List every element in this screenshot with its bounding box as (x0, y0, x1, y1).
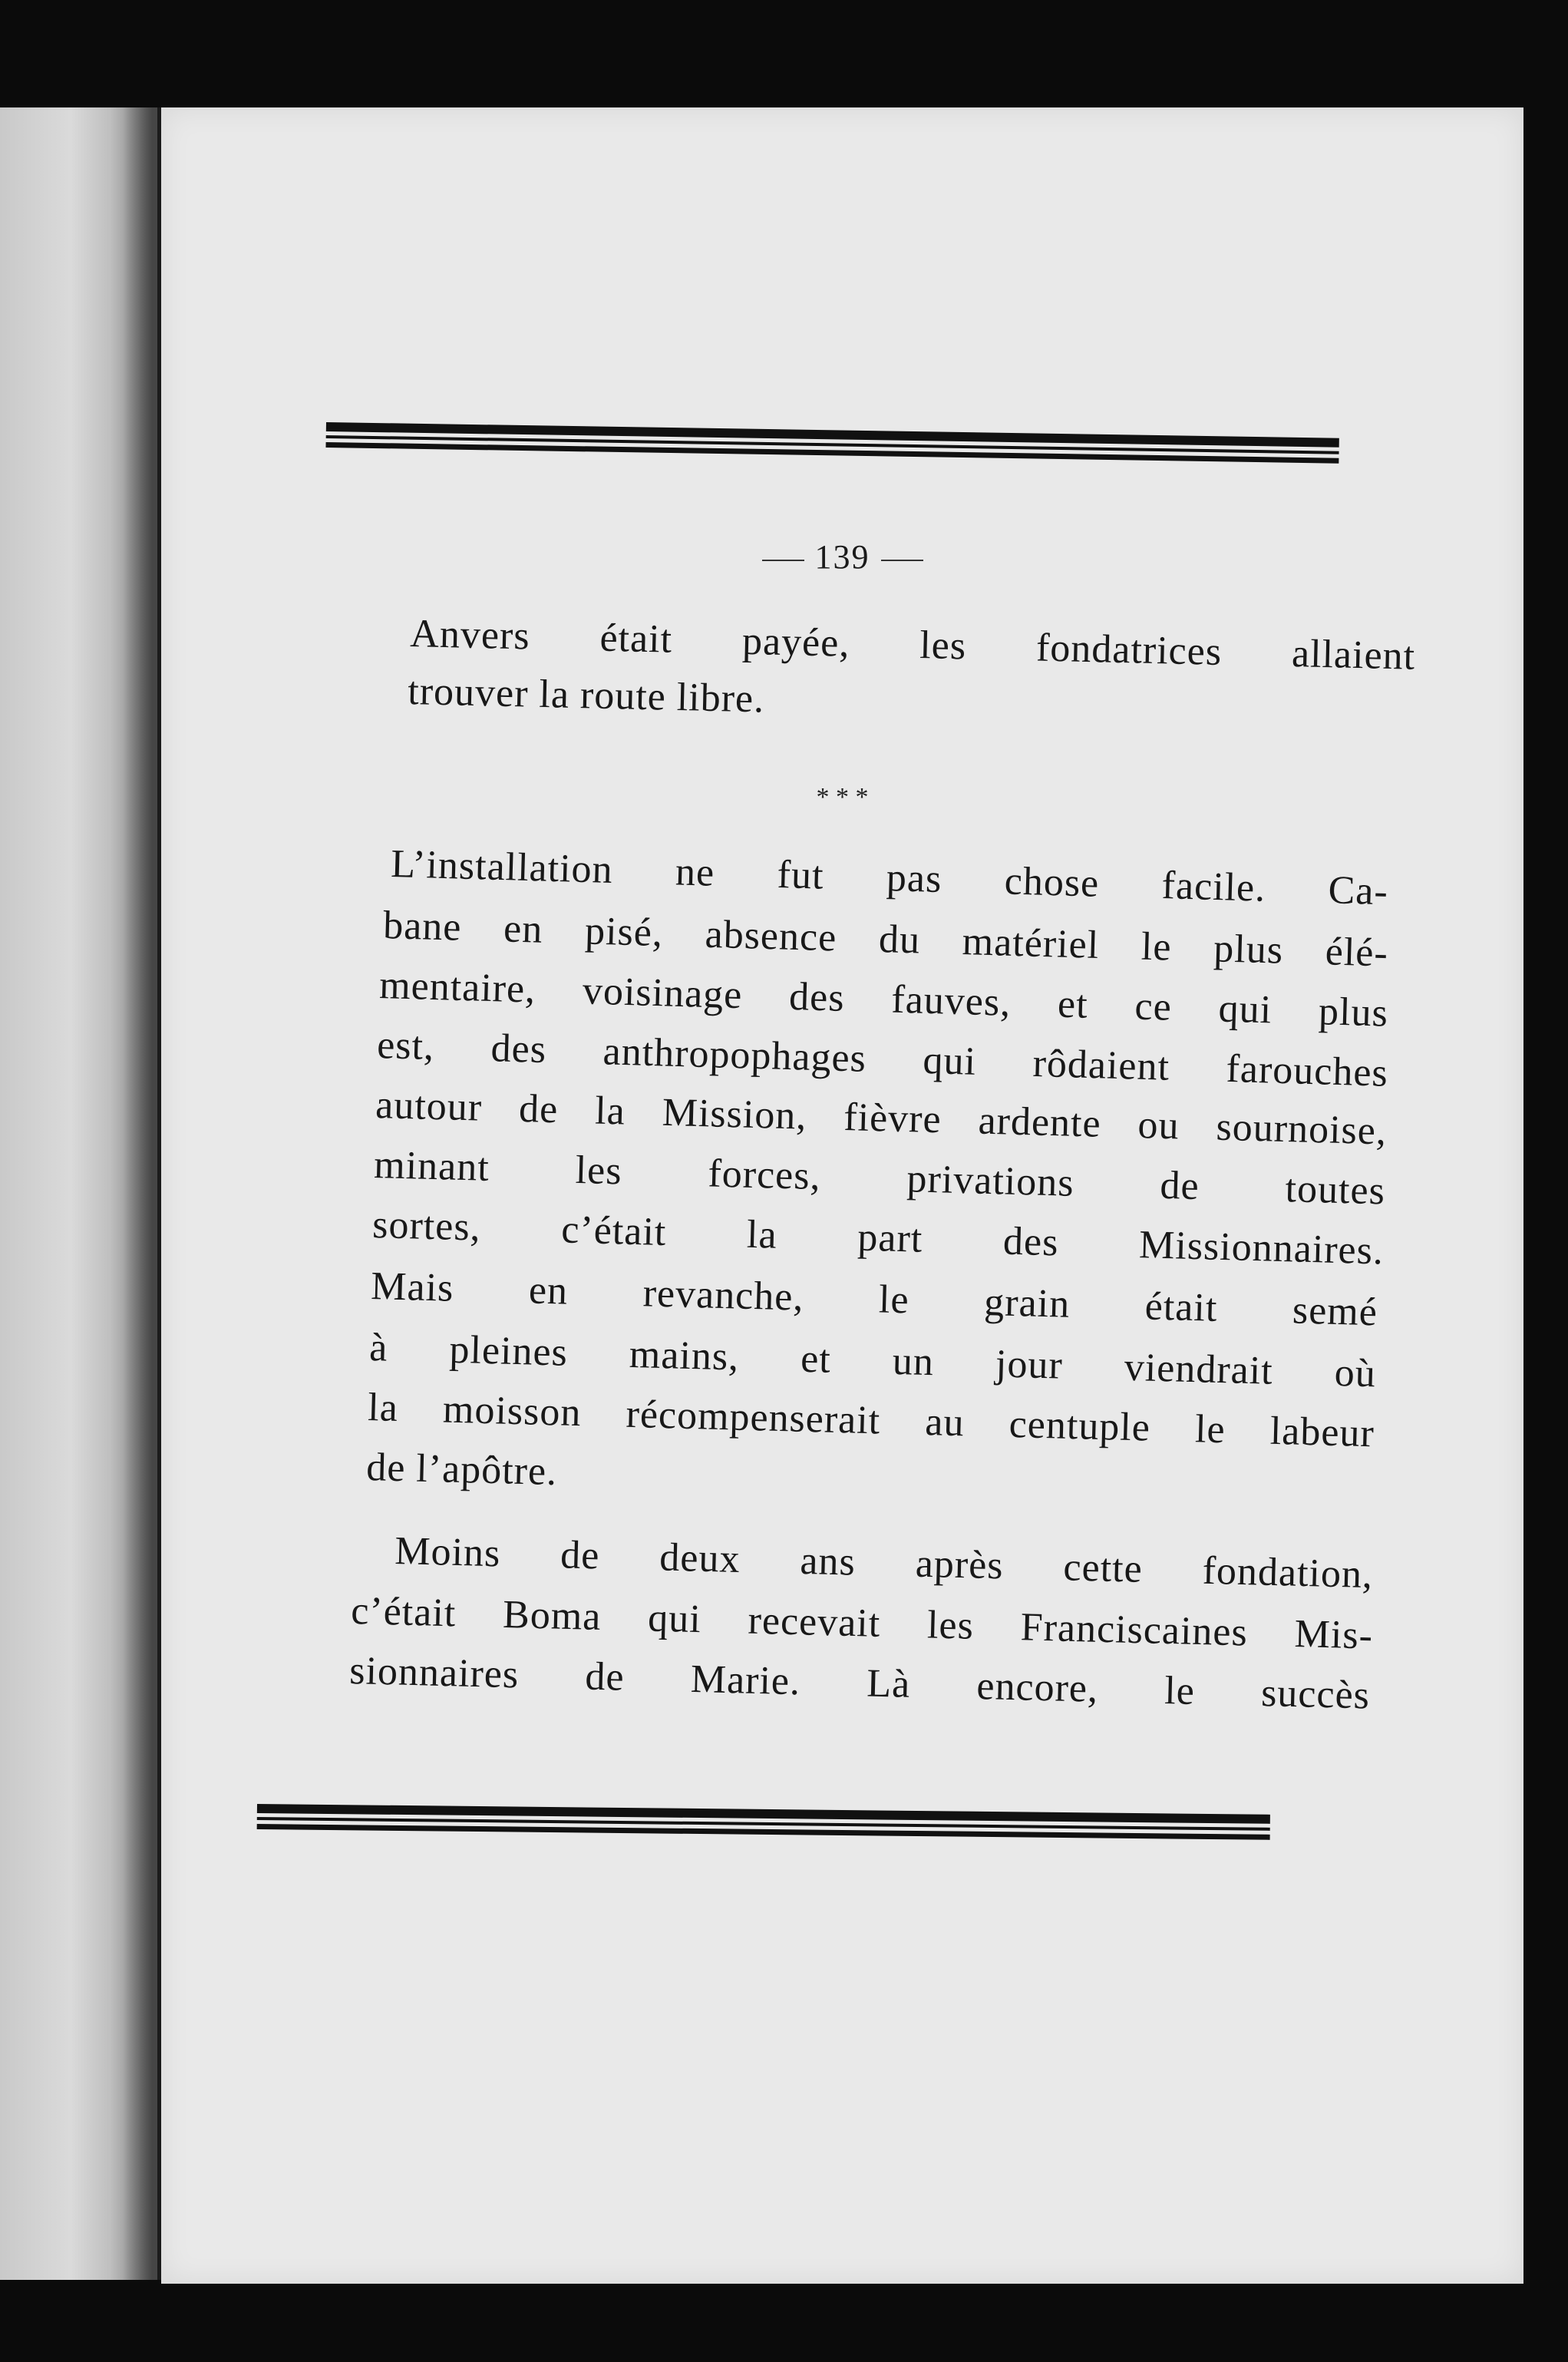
text-line (349, 1651, 1371, 1716)
word: la (594, 1089, 626, 1134)
word: qui (647, 1596, 702, 1642)
word: toutes (1284, 1167, 1386, 1214)
word: pisé, (584, 909, 664, 956)
word: Franciscaines (1020, 1605, 1249, 1655)
word: fondation, (1202, 1548, 1374, 1597)
word: ans (799, 1538, 857, 1584)
word: fauves, (890, 977, 1012, 1025)
word: Boma (502, 1592, 602, 1639)
word: recevait (748, 1598, 881, 1646)
word: absence (704, 912, 838, 960)
word: les (919, 623, 967, 669)
word: des (1002, 1219, 1060, 1265)
text-line (375, 1083, 1388, 1154)
word: Marie. (690, 1657, 801, 1704)
word: le (878, 1277, 910, 1323)
word: rôdaient (1032, 1041, 1170, 1089)
word: Mis- (1294, 1612, 1374, 1658)
word: du (878, 917, 921, 963)
word: matériel (962, 920, 1100, 968)
word: Là (866, 1661, 911, 1706)
bottom-rule (257, 1804, 1270, 1840)
word: où (1334, 1350, 1377, 1396)
word: pleines (448, 1327, 569, 1375)
word: sortes, (371, 1203, 482, 1250)
word: chose (1004, 859, 1101, 906)
text-line (373, 1143, 1386, 1214)
word: à (368, 1326, 389, 1370)
word: payée, (741, 619, 850, 666)
word: sionnaires (348, 1649, 520, 1697)
word: cette (1062, 1545, 1144, 1591)
word: forces, (707, 1151, 822, 1199)
word: plus (1318, 989, 1389, 1036)
word: part (857, 1215, 924, 1261)
word: sournoise, (1215, 1105, 1388, 1154)
word: le (1141, 924, 1173, 970)
word: c’était (560, 1207, 668, 1255)
word: en (503, 907, 544, 952)
page-number-header (161, 537, 1523, 576)
word: Mission, (662, 1090, 808, 1138)
word: et (800, 1336, 832, 1382)
word: L’installation (390, 842, 614, 893)
word: Anvers (409, 612, 531, 659)
word: privations (906, 1157, 1075, 1205)
word: un (892, 1339, 935, 1385)
word: pas (886, 856, 943, 902)
top-rule (325, 422, 1339, 464)
word: des (490, 1026, 547, 1072)
text-line (378, 963, 1389, 1036)
word: labeur (1269, 1409, 1375, 1456)
word: de (584, 1654, 626, 1700)
word: ce (1134, 984, 1173, 1029)
word: récompenserait (625, 1392, 881, 1443)
word: était (1144, 1284, 1219, 1330)
text-line: trouver la route libre. (407, 669, 765, 722)
text-line (376, 1023, 1389, 1095)
word: viendrait (1124, 1345, 1274, 1393)
word: et (1057, 982, 1089, 1027)
page-number-dash-left (762, 560, 804, 561)
word: deux (659, 1535, 741, 1581)
word: de (560, 1533, 601, 1578)
word: bane (382, 904, 463, 950)
word: jour (995, 1342, 1064, 1388)
word: ou (1137, 1103, 1180, 1148)
word: centuple (1008, 1402, 1151, 1450)
word: de (1159, 1163, 1200, 1209)
text-line: de l’apôtre. (365, 1445, 558, 1495)
word: Mais (370, 1264, 455, 1310)
text-line (368, 1388, 1375, 1454)
section-asterism: * * * (816, 783, 869, 811)
word: la (367, 1386, 399, 1431)
word: fièvre (843, 1095, 942, 1142)
word: c’était (350, 1589, 457, 1636)
word: anthropophages (602, 1029, 867, 1081)
word: est, (376, 1023, 435, 1069)
page-number-dash-right (881, 560, 923, 561)
word: au (924, 1400, 966, 1445)
text-line (410, 614, 1416, 677)
text-line (370, 1264, 1378, 1335)
word: la (746, 1212, 778, 1257)
word: les (575, 1148, 623, 1194)
word: élé- (1325, 930, 1389, 976)
word: grain (983, 1280, 1071, 1326)
text-line (394, 1531, 1374, 1595)
word: autour (375, 1083, 483, 1130)
word: voisinage (582, 969, 744, 1018)
word: succès (1260, 1671, 1371, 1718)
word: ne (675, 850, 715, 895)
word: ardente (977, 1098, 1102, 1146)
word: minant (373, 1143, 490, 1190)
text-line (391, 844, 1389, 912)
book-page (161, 107, 1523, 2284)
word: fut (776, 853, 825, 898)
word: les (926, 1603, 975, 1648)
page-number: 139 (814, 538, 870, 576)
word: était (599, 616, 673, 662)
word: Missionnaires. (1138, 1223, 1385, 1273)
word: le (1164, 1668, 1196, 1713)
word: plus (1213, 927, 1284, 973)
text-line (369, 1328, 1377, 1394)
word: revanche, (642, 1271, 805, 1320)
word: farouches (1225, 1046, 1389, 1095)
text-line (383, 906, 1389, 974)
word: Ca- (1327, 868, 1389, 914)
word: après (915, 1541, 1005, 1588)
word: mains, (629, 1332, 740, 1379)
text-line (351, 1591, 1374, 1657)
word: en (528, 1268, 569, 1313)
word: Moins (394, 1529, 501, 1576)
word: de (518, 1086, 559, 1132)
word: mentaire, (378, 963, 536, 1012)
word: des (788, 974, 846, 1020)
word: qui (1217, 986, 1273, 1032)
word: encore, (975, 1663, 1099, 1711)
word: facile. (1160, 864, 1266, 910)
word: semé (1292, 1288, 1378, 1335)
page-content (161, 107, 1523, 2284)
word: allaient (1291, 632, 1416, 679)
word: qui (922, 1038, 977, 1084)
word: le (1194, 1407, 1226, 1452)
text-line (372, 1205, 1385, 1271)
word: fondatrices (1035, 626, 1223, 674)
word: moisson (442, 1387, 583, 1435)
